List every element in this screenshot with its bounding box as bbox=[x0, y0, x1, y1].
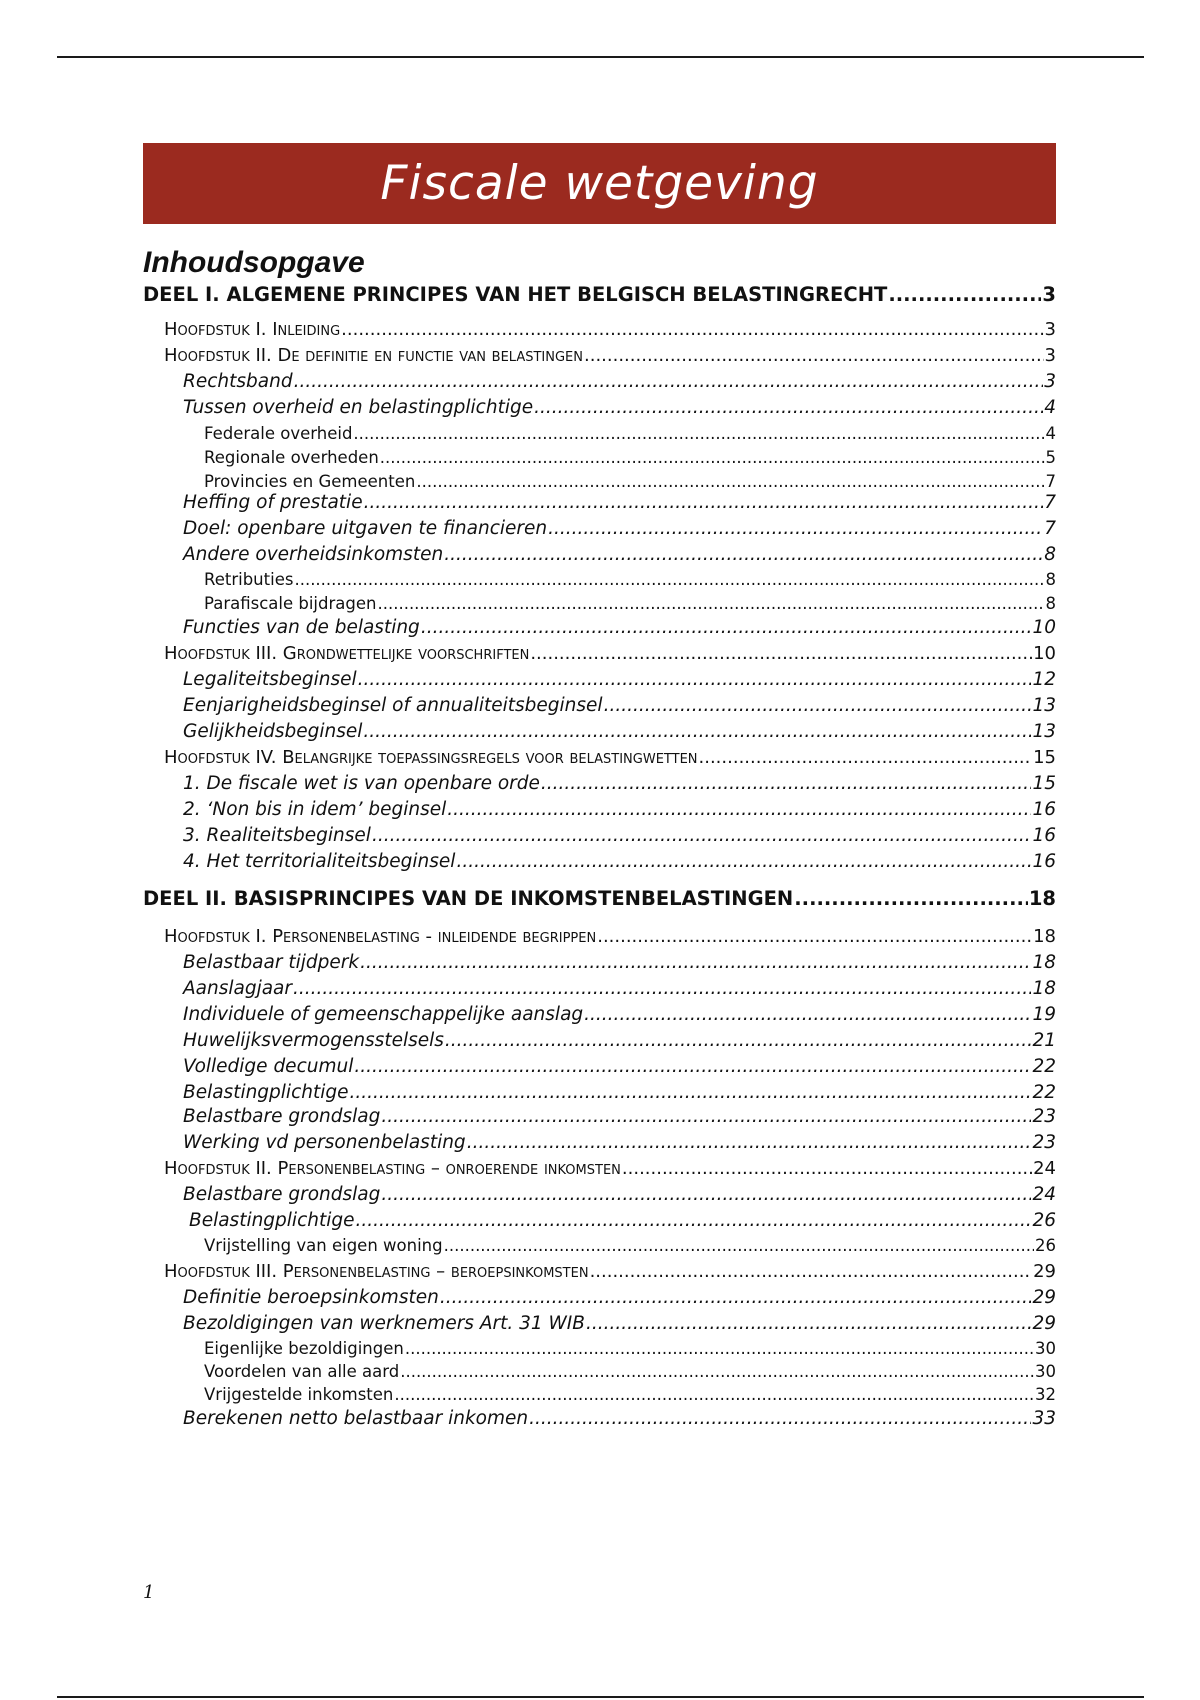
toc-entry-title: Werking vd personenbelasting bbox=[183, 1132, 466, 1153]
toc-dot-leader bbox=[350, 1082, 1032, 1103]
toc-dot-leader bbox=[794, 887, 1028, 910]
toc-entry[interactable] bbox=[143, 952, 1056, 973]
toc-dot-leader bbox=[363, 721, 1031, 742]
toc-entry[interactable] bbox=[143, 448, 1056, 467]
toc-heading: Inhoudsopgave bbox=[143, 246, 365, 279]
toc-dot-leader bbox=[341, 319, 1043, 340]
toc-entry[interactable] bbox=[143, 747, 1056, 768]
toc-entry[interactable] bbox=[143, 283, 1056, 306]
toc-entry[interactable] bbox=[143, 424, 1056, 443]
toc-entry-page: 7 bbox=[1044, 492, 1056, 513]
toc-entry-page: 23 bbox=[1032, 1132, 1056, 1153]
toc-entry-title: Voordelen van alle aard bbox=[204, 1362, 400, 1381]
toc-entry-title: Belastbare grondslag bbox=[183, 1106, 381, 1127]
toc-entry[interactable] bbox=[143, 397, 1056, 418]
toc-entry-page: 23 bbox=[1032, 1106, 1056, 1127]
toc-entry-page: 8 bbox=[1044, 544, 1056, 565]
toc-entry-title: Hoofdstuk IV. Belangrijke toepassingsregels voor belastingwetten bbox=[164, 747, 698, 768]
toc-entry-title: Eigenlijke bezoldigingen bbox=[204, 1339, 404, 1358]
toc-dot-leader bbox=[421, 617, 1032, 638]
toc-entry[interactable] bbox=[143, 492, 1056, 513]
toc-dot-leader bbox=[530, 643, 1032, 664]
toc-dot-leader bbox=[444, 1236, 1034, 1255]
toc-entry-page: 15 bbox=[1033, 747, 1056, 768]
toc-entry-title: Retributies bbox=[204, 570, 294, 589]
toc-entry-page: 18 bbox=[1033, 926, 1056, 947]
toc-entry-page: 13 bbox=[1032, 721, 1056, 742]
toc-entry-page: 24 bbox=[1032, 1184, 1056, 1205]
toc-entry-page: 29 bbox=[1033, 1261, 1056, 1282]
toc-entry[interactable] bbox=[143, 1287, 1056, 1308]
toc-dot-leader bbox=[353, 424, 1044, 443]
toc-entry-title: Regionale overheden bbox=[204, 448, 379, 467]
toc-dot-leader bbox=[597, 926, 1032, 947]
toc-entry-title: Provincies en Gemeenten bbox=[204, 472, 416, 491]
toc-entry-title: DEEL II. BASISPRINCIPES VAN DE INKOMSTENBELASTINGEN bbox=[143, 887, 794, 910]
toc-entry-page: 8 bbox=[1045, 570, 1056, 589]
toc-entry-title: Hoofdstuk II. De definitie en functie van belastingen bbox=[164, 345, 583, 366]
toc-entry-title: Legaliteitsbeginsel bbox=[183, 669, 357, 690]
toc-dot-leader bbox=[534, 397, 1043, 418]
toc-entry-page: 26 bbox=[1035, 1236, 1056, 1255]
toc-dot-leader bbox=[400, 1362, 1034, 1381]
toc-entry-page: 3 bbox=[1042, 283, 1056, 306]
toc-dot-leader bbox=[364, 492, 1044, 513]
top-rule bbox=[57, 56, 1144, 58]
toc-entry-page: 8 bbox=[1045, 594, 1056, 613]
toc-entry[interactable] bbox=[143, 1184, 1056, 1205]
toc-entry[interactable] bbox=[143, 371, 1056, 392]
toc-dot-leader bbox=[381, 1106, 1031, 1127]
toc-entry-page: 26 bbox=[1032, 1210, 1056, 1231]
toc-entry-title: Definitie beroepsinkomsten bbox=[183, 1287, 439, 1308]
toc-dot-leader bbox=[416, 472, 1044, 491]
page-number: 1 bbox=[143, 1582, 155, 1603]
toc-entry-page: 3 bbox=[1044, 371, 1056, 392]
toc-entry[interactable] bbox=[143, 1210, 1056, 1231]
toc-entry-page: 32 bbox=[1035, 1385, 1056, 1404]
toc-entry-title: Vrijstelling van eigen woning bbox=[204, 1236, 443, 1255]
toc-entry-page: 16 bbox=[1032, 799, 1056, 820]
toc-entry-title: 4. Het territorialiteitsbeginsel bbox=[183, 851, 456, 872]
toc-entry-page: 5 bbox=[1045, 448, 1056, 467]
toc-entry-page: 7 bbox=[1044, 518, 1056, 539]
toc-entry-title: Bezoldigingen van werknemers Art. 31 WIB bbox=[183, 1313, 585, 1334]
toc-entry[interactable] bbox=[143, 617, 1056, 638]
toc-entry-title: Belastingplichtige bbox=[189, 1210, 355, 1231]
toc-dot-leader bbox=[586, 1313, 1031, 1334]
toc-dot-leader bbox=[377, 594, 1044, 613]
toc-entry[interactable] bbox=[143, 1385, 1056, 1404]
toc-entry-title: Parafiscale bijdragen bbox=[204, 594, 377, 613]
toc-entry[interactable] bbox=[143, 1261, 1056, 1282]
toc-entry[interactable] bbox=[143, 887, 1056, 910]
toc-entry-title: Berekenen netto belastbaar inkomen bbox=[183, 1408, 529, 1429]
toc-entry[interactable] bbox=[143, 544, 1056, 565]
toc-dot-leader bbox=[354, 1056, 1031, 1077]
toc-entry[interactable] bbox=[143, 1236, 1056, 1255]
toc-entry-page: 15 bbox=[1032, 773, 1056, 794]
toc-entry-title: Federale overheid bbox=[204, 424, 353, 443]
toc-dot-leader bbox=[381, 1184, 1031, 1205]
toc-entry-title: Functies van de belasting bbox=[183, 617, 420, 638]
toc-dot-leader bbox=[584, 1004, 1031, 1025]
toc-entry[interactable] bbox=[143, 345, 1056, 366]
toc-entry[interactable] bbox=[143, 594, 1056, 613]
toc-entry[interactable] bbox=[143, 1132, 1056, 1153]
toc-entry-title: Hoofdstuk I. Personenbelasting - inleidende begrippen bbox=[164, 926, 597, 947]
toc-entry-page: 30 bbox=[1035, 1362, 1056, 1381]
toc-entry-title: Heffing of prestatie bbox=[183, 492, 363, 513]
toc-dot-leader bbox=[541, 773, 1032, 794]
toc-entry-title: Vrijgestelde inkomsten bbox=[204, 1385, 394, 1404]
toc-entry[interactable] bbox=[143, 669, 1056, 690]
toc-entry[interactable] bbox=[143, 1030, 1056, 1051]
toc-entry-page: 33 bbox=[1032, 1408, 1056, 1429]
toc-entry[interactable] bbox=[143, 773, 1056, 794]
toc-entry[interactable] bbox=[143, 1339, 1056, 1358]
toc-entry[interactable] bbox=[143, 319, 1056, 340]
toc-entry-page: 16 bbox=[1032, 851, 1056, 872]
toc-entry-title: Doel: openbare uitgaven te financieren bbox=[183, 518, 548, 539]
toc-dot-leader bbox=[372, 825, 1032, 846]
toc-entry-title: Andere overheidsinkomsten bbox=[183, 544, 444, 565]
toc-entry-title: 3. Realiteitsbeginsel bbox=[183, 825, 371, 846]
toc-entry[interactable] bbox=[143, 799, 1056, 820]
toc-entry-page: 24 bbox=[1033, 1158, 1056, 1179]
toc-dot-leader bbox=[590, 1261, 1033, 1282]
toc-entry-page: 16 bbox=[1032, 825, 1056, 846]
toc-dot-leader bbox=[888, 283, 1041, 306]
title-banner bbox=[143, 143, 1056, 224]
toc-dot-leader bbox=[380, 448, 1045, 467]
bottom-rule bbox=[57, 1696, 1144, 1698]
toc-entry-title: Hoofdstuk I. Inleiding bbox=[164, 319, 341, 340]
toc-entry[interactable] bbox=[143, 1004, 1056, 1025]
toc-entry-page: 4 bbox=[1044, 397, 1056, 418]
toc-entry-page: 18 bbox=[1032, 952, 1056, 973]
toc-entry-page: 22 bbox=[1032, 1056, 1056, 1077]
toc-entry-title: Rechtsband bbox=[183, 371, 293, 392]
toc-dot-leader bbox=[529, 1408, 1031, 1429]
toc-entry-title: Belastingplichtige bbox=[183, 1082, 349, 1103]
toc-dot-leader bbox=[358, 669, 1032, 690]
toc-entry[interactable] bbox=[143, 1313, 1056, 1334]
toc-dot-leader bbox=[622, 1158, 1032, 1179]
toc-entry-title: Huwelijksvermogensstelsels bbox=[183, 1030, 444, 1051]
toc-entry[interactable] bbox=[143, 978, 1056, 999]
toc-dot-leader bbox=[447, 799, 1031, 820]
toc-dot-leader bbox=[356, 1210, 1032, 1231]
toc-dot-leader bbox=[394, 1385, 1034, 1404]
toc-entry[interactable] bbox=[143, 472, 1056, 491]
toc-entry[interactable] bbox=[143, 1106, 1056, 1127]
toc-entry-page: 13 bbox=[1032, 695, 1056, 716]
toc-dot-leader bbox=[293, 978, 1031, 999]
toc-dot-leader bbox=[467, 1132, 1032, 1153]
toc-dot-leader bbox=[405, 1339, 1034, 1358]
toc-dot-leader bbox=[548, 518, 1043, 539]
toc-entry-title: 2. ‘Non bis in idem’ beginsel bbox=[183, 799, 447, 820]
toc-entry-title: DEEL I. ALGEMENE PRINCIPES VAN HET BELGISCH BELASTINGRECHT bbox=[143, 283, 888, 306]
toc-entry-page: 3 bbox=[1044, 345, 1056, 366]
toc-entry-page: 30 bbox=[1035, 1339, 1056, 1358]
toc-entry-page: 18 bbox=[1032, 978, 1056, 999]
toc-entry[interactable] bbox=[143, 518, 1056, 539]
toc-entry-title: Hoofdstuk III. Grondwettelijke voorschriften bbox=[164, 643, 530, 664]
toc-dot-leader bbox=[294, 570, 1044, 589]
toc-entry-title: 1. De fiscale wet is van openbare orde bbox=[183, 773, 540, 794]
toc-entry-page: 7 bbox=[1045, 472, 1056, 491]
toc-entry-page: 12 bbox=[1032, 669, 1056, 690]
toc-entry-title: Belastbaar tijdperk bbox=[183, 952, 360, 973]
toc-entry-title: Hoofdstuk II. Personenbelasting – onroerende inkomsten bbox=[164, 1158, 621, 1179]
toc-entry-title: Individuele of gemeenschappelijke aanslag bbox=[183, 1004, 584, 1025]
toc-dot-leader bbox=[294, 371, 1044, 392]
toc-entry[interactable] bbox=[143, 851, 1056, 872]
toc-entry[interactable] bbox=[143, 1158, 1056, 1179]
toc-entry-page: 22 bbox=[1032, 1082, 1056, 1103]
toc-entry-page: 18 bbox=[1028, 887, 1056, 910]
toc-dot-leader bbox=[456, 851, 1031, 872]
toc-entry-title: Eenjarigheidsbeginsel of annualiteitsbeginsel bbox=[183, 695, 603, 716]
toc-entry-title: Belastbare grondslag bbox=[183, 1184, 381, 1205]
toc-dot-leader bbox=[604, 695, 1032, 716]
toc-entry[interactable] bbox=[143, 1082, 1056, 1103]
toc-dot-leader bbox=[444, 544, 1043, 565]
toc-entry-title: Volledige decumul bbox=[183, 1056, 354, 1077]
toc-entry-title: Aanslagjaar bbox=[183, 978, 292, 999]
toc-entry[interactable] bbox=[143, 570, 1056, 589]
toc-entry-page: 10 bbox=[1033, 643, 1056, 664]
toc-entry-title: Tussen overheid en belastingplichtige bbox=[183, 397, 534, 418]
toc-entry[interactable] bbox=[143, 643, 1056, 664]
toc-dot-leader bbox=[584, 345, 1044, 366]
toc-entry-page: 10 bbox=[1032, 617, 1056, 638]
toc-entry[interactable] bbox=[143, 1408, 1056, 1429]
toc-entry[interactable] bbox=[143, 721, 1056, 742]
toc-entry-page: 29 bbox=[1032, 1287, 1056, 1308]
toc-entry-page: 19 bbox=[1032, 1004, 1056, 1025]
toc-entry[interactable] bbox=[143, 1362, 1056, 1381]
toc-dot-leader bbox=[440, 1287, 1032, 1308]
toc-entry[interactable] bbox=[143, 695, 1056, 716]
toc-entry-title: Gelijkheidsbeginsel bbox=[183, 721, 363, 742]
toc-entry[interactable] bbox=[143, 926, 1056, 947]
toc-dot-leader bbox=[699, 747, 1033, 768]
toc-dot-leader bbox=[360, 952, 1031, 973]
toc-entry[interactable] bbox=[143, 825, 1056, 846]
toc-dot-leader bbox=[445, 1030, 1032, 1051]
document-title: Fiscale wetgeving bbox=[380, 156, 819, 211]
toc-entry-page: 21 bbox=[1032, 1030, 1056, 1051]
toc-entry-title: Hoofdstuk III. Personenbelasting – beroepsinkomsten bbox=[164, 1261, 589, 1282]
toc-entry-page: 4 bbox=[1045, 424, 1056, 443]
toc-entry-page: 3 bbox=[1044, 319, 1056, 340]
toc-entry[interactable] bbox=[143, 1056, 1056, 1077]
toc-entry-page: 29 bbox=[1032, 1313, 1056, 1334]
